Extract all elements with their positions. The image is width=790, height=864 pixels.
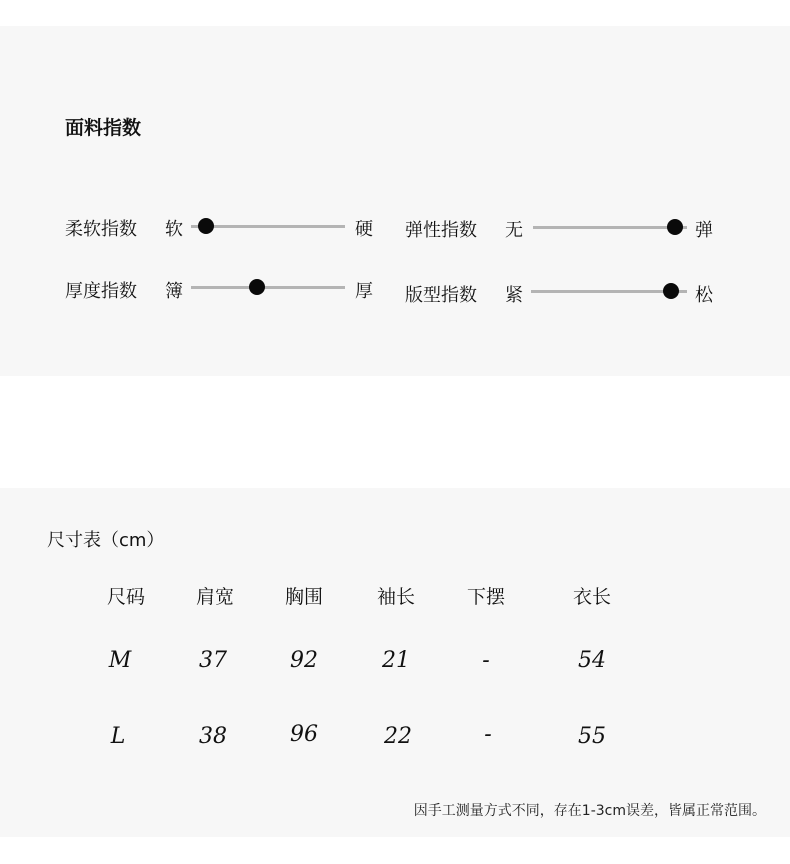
row-m-chest: 92 xyxy=(290,648,318,673)
thickness-slider-track[interactable] xyxy=(191,286,345,289)
elasticity-right-label: 弹 xyxy=(695,220,713,241)
thickness-slider-knob[interactable] xyxy=(249,279,265,295)
header-hem: 下摆 xyxy=(466,586,506,608)
row-l-chest: 96 xyxy=(290,722,318,747)
row-m-size: M xyxy=(108,648,132,673)
elasticity-index xyxy=(405,216,725,246)
elasticity-label: 弹性指数 xyxy=(405,220,477,241)
softness-right-label: 硬 xyxy=(355,219,373,240)
header-shoulder: 肩宽 xyxy=(195,586,235,608)
fabric-index-title: 面料指数 xyxy=(65,117,142,139)
thickness-index xyxy=(65,277,385,307)
thickness-left-label: 簿 xyxy=(165,281,183,302)
softness-slider-knob[interactable] xyxy=(198,218,214,234)
row-m-length: 54 xyxy=(578,648,606,673)
size-chart-title: 尺寸表（cm） xyxy=(47,530,165,551)
thickness-right-label: 厚 xyxy=(355,281,373,302)
softness-label: 柔软指数 xyxy=(65,219,137,240)
elasticity-left-label: 无 xyxy=(505,220,523,241)
row-m-sleeve: 21 xyxy=(382,648,410,673)
softness-left-label: 软 xyxy=(165,219,183,240)
row-m-shoulder: 37 xyxy=(199,648,227,673)
fit-slider-knob[interactable] xyxy=(663,283,679,299)
row-l-sleeve: 22 xyxy=(384,724,412,749)
thickness-label: 厚度指数 xyxy=(65,281,137,302)
row-l-hem: - xyxy=(484,722,492,747)
fit-label: 版型指数 xyxy=(405,285,477,306)
header-chest: 胸围 xyxy=(284,586,324,608)
measurement-note: 因手工测量方式不同，存在1-3cm误差，皆属正常范围。 xyxy=(413,803,766,819)
header-length: 衣长 xyxy=(572,586,612,608)
fabric-index-panel xyxy=(0,26,790,376)
elasticity-slider-knob[interactable] xyxy=(667,219,683,235)
row-l-size: L xyxy=(110,724,126,749)
softness-slider-track[interactable] xyxy=(191,225,345,228)
elasticity-slider-track[interactable] xyxy=(533,226,687,229)
fit-right-label: 松 xyxy=(695,285,713,306)
row-l-shoulder: 38 xyxy=(199,724,227,749)
fit-left-label: 紧 xyxy=(505,285,523,306)
header-sleeve: 袖长 xyxy=(376,586,416,608)
softness-index xyxy=(65,215,385,245)
header-size: 尺码 xyxy=(106,586,146,608)
row-m-hem: - xyxy=(482,648,490,673)
fit-index xyxy=(405,281,725,311)
row-l-length: 55 xyxy=(578,724,606,749)
